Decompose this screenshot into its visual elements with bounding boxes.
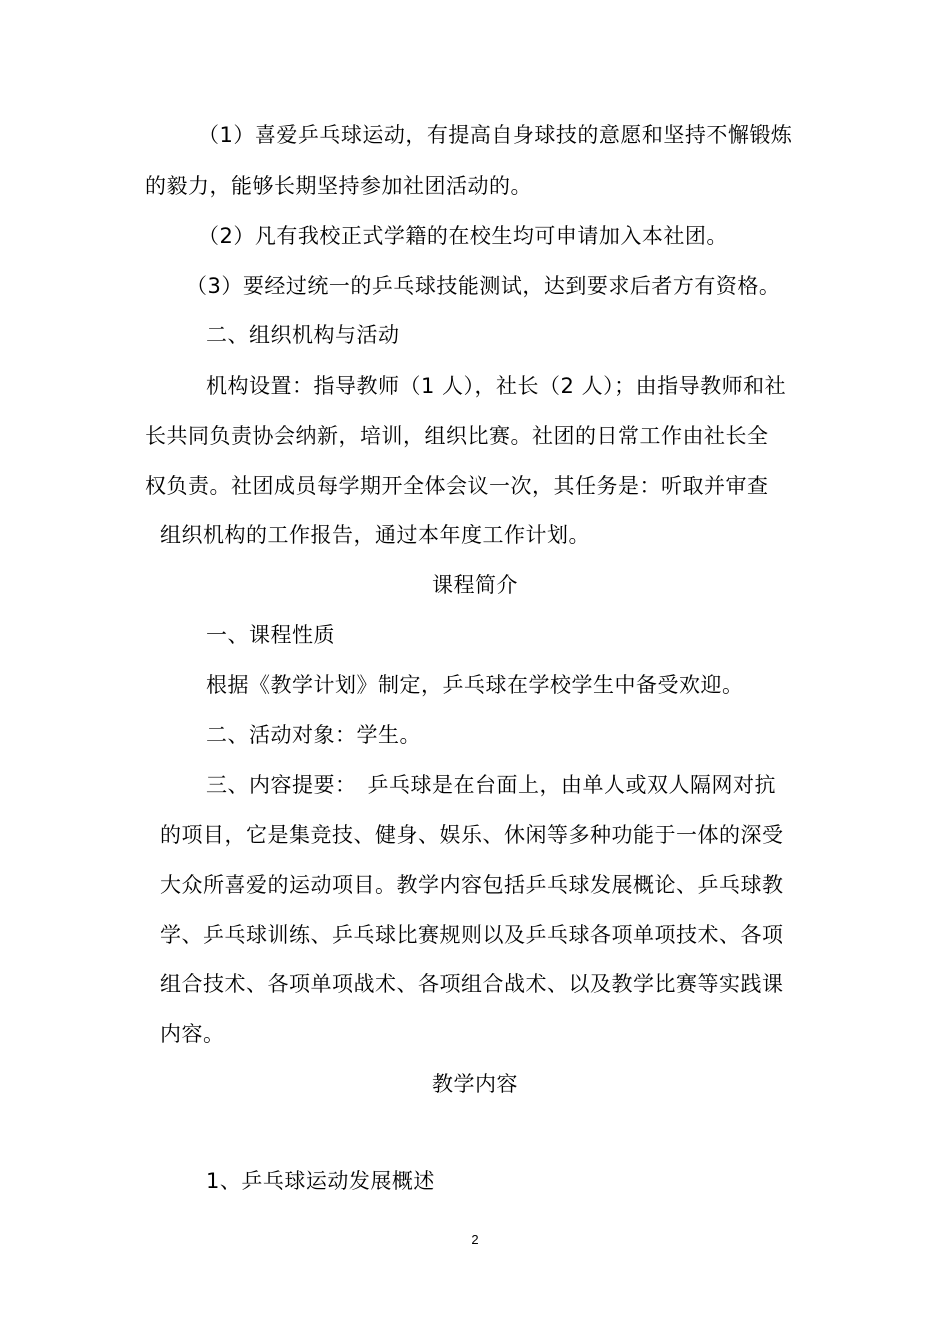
paragraph-line: 根据《教学计划》制定，乒乓球在学校学生中备受欢迎。 [206,673,744,697]
section-heading: 一、课程性质 [206,623,335,647]
paragraph-line: 组合技术、各项单项战术、各项组合战术、以及教学比赛等实践课 [160,972,784,996]
paragraph-line: 二、活动对象：学生。 [206,723,421,747]
paragraph-line: 的毅力，能够长期坚持参加社团活动的。 [145,174,532,198]
section-heading: 二、组织机构与活动 [206,323,400,347]
paragraph-line: 权负责。社团成员每学期开全体会议一次，其任务是：听取并审查 [145,474,769,498]
paragraph-line: 组织机构的工作报告，通过本年度工作计划。 [160,523,590,547]
paragraph-line: 学、乒乓球训练、乒乓球比赛规则以及乒乓球各项单项技术、各项 [160,923,784,947]
paragraph-line: （1）喜爱乒乓球运动，有提高自身球技的意愿和坚持不懈锻炼 [198,123,793,147]
paragraph-line: 大众所喜爱的运动项目。教学内容包括乒乓球发展概论、乒乓球教 [160,873,784,897]
paragraph-line: （2）凡有我校正式学籍的在校生均可申请加入本社团。 [198,224,728,248]
section-title: 课程简介 [432,573,518,597]
paragraph-line: （3）要经过统一的乒乓球技能测试，达到要求后者方有资格。 [186,274,781,298]
page-number: 2 [471,1232,479,1247]
paragraph-line: 内容。 [160,1022,225,1046]
paragraph-line: 三、内容提要： 乒乓球是在台面上，由单人或双人隔网对抗 [206,773,776,797]
section-heading: 1、乒乓球运动发展概述 [206,1169,435,1193]
section-title: 教学内容 [432,1072,518,1096]
paragraph-line: 长共同负责协会纳新，培训，组织比赛。社团的日常工作由社长全 [145,424,769,448]
paragraph-line: 机构设置：指导教师（1 人），社长（2 人）；由指导教师和社 [206,374,787,398]
paragraph-line: 的项目，它是集竞技、健身、娱乐、休闲等多种功能于一体的深受 [160,823,784,847]
